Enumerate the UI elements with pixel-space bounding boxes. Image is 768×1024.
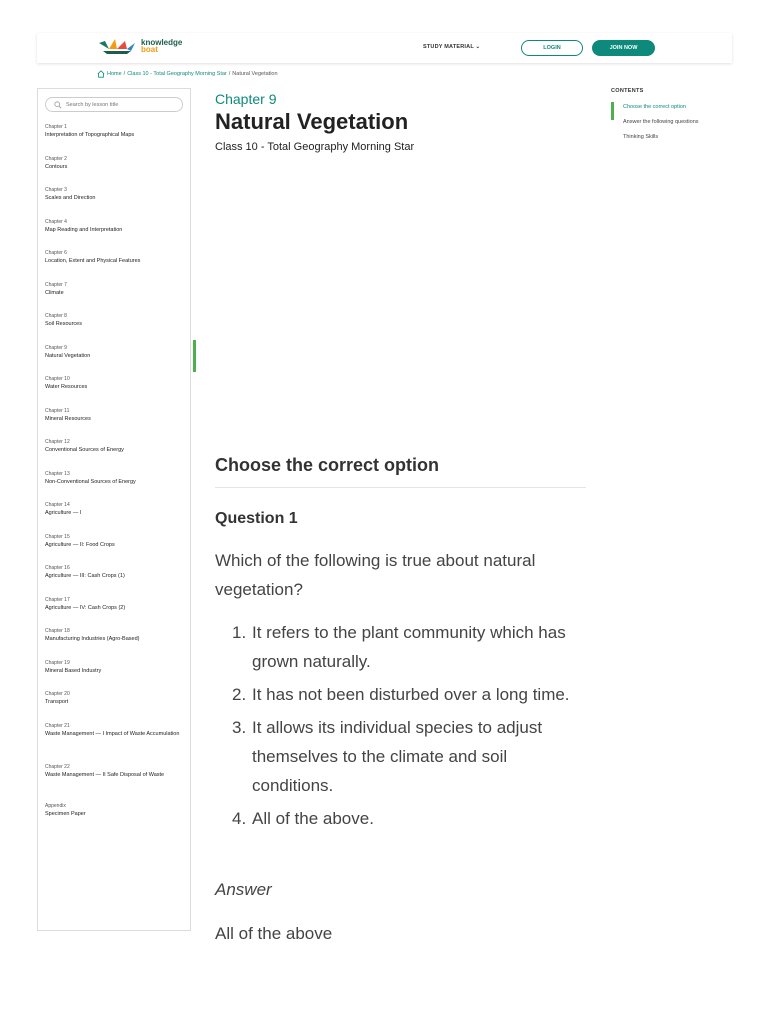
logo-boat-icon xyxy=(97,37,137,55)
breadcrumb-class[interactable]: Class 10 - Total Geography Morning Star xyxy=(127,71,227,77)
breadcrumb-home[interactable]: Home xyxy=(107,71,122,77)
chapter-name: Mineral Based Industry xyxy=(45,667,102,674)
chapter-name: Scales and Direction xyxy=(45,195,96,201)
chapter-name: Agriculture — I xyxy=(45,510,82,516)
chapter-number: Chapter 8 xyxy=(45,313,67,319)
breadcrumb-separator: / xyxy=(228,71,231,77)
toc-heading: CONTENTS xyxy=(611,88,644,94)
question-text: Which of the following is true about natural vegetation? xyxy=(215,551,536,599)
chapter-item[interactable] xyxy=(45,690,190,722)
section-title: Choose the correct option xyxy=(215,455,440,475)
option-text: All of the above. xyxy=(252,809,374,828)
chapter-number: Chapter 11 xyxy=(45,407,70,414)
chapter-name: Waste Management — II Safe Disposal of Waste xyxy=(45,771,165,778)
chapter-number: Chapter 2 xyxy=(45,155,67,162)
chapter-item[interactable] xyxy=(45,564,190,596)
chapter-name: Waste Management — I Impact of Waste Accumulation xyxy=(45,730,180,737)
chapter-item[interactable] xyxy=(45,123,190,155)
chapter-item[interactable] xyxy=(45,533,190,565)
chapter-number: Appendix xyxy=(45,802,66,809)
chapter-number: Chapter 10 xyxy=(45,376,70,382)
table-of-contents xyxy=(611,88,721,140)
chapter-number: Chapter 7 xyxy=(45,281,67,288)
logo-text xyxy=(141,39,182,53)
toc-list xyxy=(611,104,721,141)
chapter-number: Chapter 16 xyxy=(45,565,70,571)
chapter-item[interactable] xyxy=(45,281,190,313)
chapter-name: Non-Conventional Sources of Energy xyxy=(45,478,136,485)
toc-item[interactable]: Answer the following questions xyxy=(623,119,699,125)
search-input[interactable] xyxy=(66,100,176,109)
option-text: It allows its individual species to adjust themselves to the climate and soil conditions. xyxy=(252,718,543,795)
toc-item[interactable]: Thinking Skills xyxy=(623,134,659,140)
chapter-name: Map Reading and Interpretation xyxy=(45,226,123,233)
page-title: Natural Vegetation xyxy=(215,109,409,134)
chapter-number: Chapter 22 xyxy=(45,763,70,770)
main-heading xyxy=(215,90,590,154)
knowledgeboat-logo[interactable] xyxy=(97,37,197,59)
chapter-item[interactable] xyxy=(45,407,190,439)
option-item: 1. It refers to the plant community which has grown naturally. xyxy=(232,623,566,671)
section-divider xyxy=(215,487,586,488)
answer-options xyxy=(232,618,592,837)
chapter-name: Soil Resources xyxy=(45,321,82,327)
chapter-item[interactable] xyxy=(45,312,190,344)
chapter-item[interactable] xyxy=(45,802,190,834)
search-icon xyxy=(54,101,62,109)
answer-text: All of the above xyxy=(215,924,333,943)
chapter-sidebar xyxy=(37,88,191,931)
chapter-name: Agriculture — IV: Cash Crops (2) xyxy=(45,604,126,611)
chapter-number: Chapter 14 xyxy=(45,502,70,508)
page-subtitle: Class 10 - Total Geography Morning Star xyxy=(215,141,415,153)
question-title: Question 1 xyxy=(215,510,298,527)
lesson-search xyxy=(45,97,183,112)
logo-line-2: boat xyxy=(141,45,158,54)
option-text: It has not been disturbed over a long time. xyxy=(252,685,570,704)
chapter-item[interactable] xyxy=(45,501,190,533)
chapter-item[interactable] xyxy=(45,249,190,281)
chapter-item[interactable] xyxy=(45,470,190,502)
chapter-number: Chapter 3 xyxy=(45,187,67,193)
breadcrumb-separator: / xyxy=(123,71,126,77)
chapter-name: Mineral Resources xyxy=(45,415,91,422)
join-now-button[interactable]: JOIN NOW xyxy=(592,40,655,56)
chapter-item[interactable] xyxy=(45,596,190,628)
chapter-name: Specimen Paper xyxy=(45,810,86,817)
option-text: It refers to the plant community which has grown naturally. xyxy=(252,623,566,671)
chapter-list xyxy=(45,123,190,833)
chapter-item[interactable] xyxy=(45,186,190,218)
login-button[interactable]: LOGIN xyxy=(521,40,583,56)
chapter-name: Transport xyxy=(45,699,69,705)
chapter-item[interactable] xyxy=(45,375,190,407)
chapter-item[interactable] xyxy=(45,627,190,659)
chapter-number: Chapter 18 xyxy=(45,628,70,634)
chapter-number: Chapter 17 xyxy=(45,596,70,603)
chapter-number: Chapter 19 xyxy=(45,659,70,666)
chapter-label: Chapter 9 xyxy=(215,91,277,107)
chapter-number: Chapter 12 xyxy=(45,439,70,445)
chapter-number: Chapter 15 xyxy=(45,533,70,540)
chapter-item[interactable] xyxy=(45,722,190,763)
chapter-name: Water Resources xyxy=(45,384,88,390)
chapter-number: Chapter 21 xyxy=(45,722,70,729)
breadcrumb xyxy=(97,70,278,78)
option-item: 3. It allows its individual species to adjust themselves to the climate and soil conditions. xyxy=(232,718,543,795)
chapter-item[interactable] xyxy=(45,659,190,691)
answer-label: Answer xyxy=(215,880,272,899)
study-material-menu[interactable]: STUDY MATERIAL ⌄ xyxy=(423,44,481,50)
chapter-name: Location, Extent and Physical Features xyxy=(45,258,141,264)
chapter-item[interactable] xyxy=(45,218,190,250)
chapter-name: Agriculture — II: Food Crops xyxy=(45,541,115,548)
chapter-item[interactable] xyxy=(45,438,190,470)
chapter-number: Chapter 13 xyxy=(45,470,70,477)
home-icon[interactable] xyxy=(97,70,105,78)
chapter-name: Conventional Sources of Energy xyxy=(45,447,124,453)
chapter-name: Manufacturing Industries (Agro-Based) xyxy=(45,636,140,642)
chapter-number: Chapter 20 xyxy=(45,691,70,697)
chapter-number: Chapter 4 xyxy=(45,218,67,225)
chapter-item[interactable] xyxy=(45,763,190,802)
chapter-number: Chapter 6 xyxy=(45,250,67,256)
chapter-name: Contours xyxy=(45,163,68,170)
logo-line-1: knowledge xyxy=(141,38,183,47)
toc-item-active[interactable]: Choose the correct option xyxy=(611,104,721,111)
chapter-number: Chapter 9 xyxy=(45,344,67,351)
top-header xyxy=(37,33,732,63)
chapter-name: Agriculture — III: Cash Crops (1) xyxy=(45,573,125,579)
breadcrumb-current: Natural Vegetation xyxy=(232,71,278,77)
chapter-item-active[interactable] xyxy=(45,344,190,376)
chapter-name: Natural Vegetation xyxy=(45,352,91,359)
option-item: 4. All of the above. xyxy=(232,809,374,828)
chapter-item[interactable] xyxy=(45,155,190,187)
chapter-number: Chapter 1 xyxy=(45,124,67,130)
chapter-name: Interpretation of Topographical Maps xyxy=(45,132,135,138)
chapter-name: Climate xyxy=(45,289,64,296)
option-item: 2. It has not been disturbed over a long time. xyxy=(232,685,570,704)
